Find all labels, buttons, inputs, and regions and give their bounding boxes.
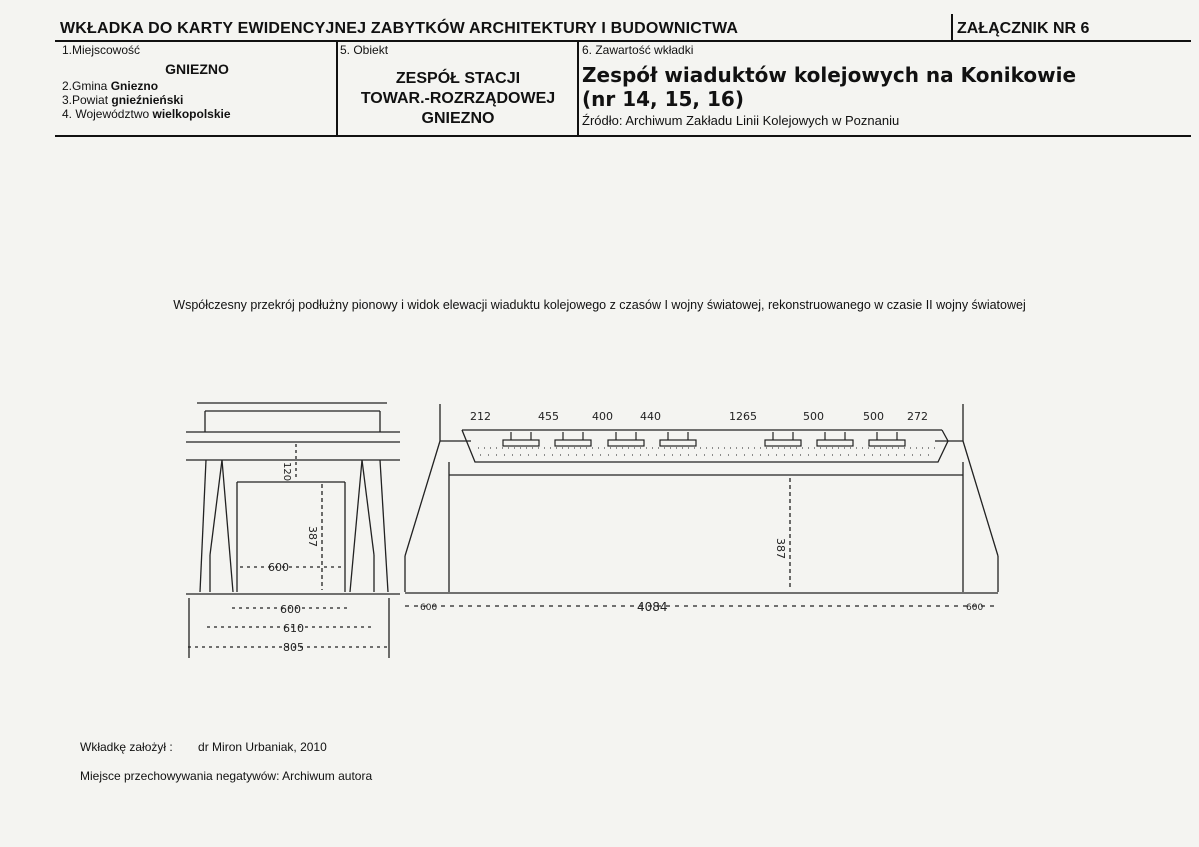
content-label: 6. Zawartość wkładki bbox=[582, 43, 694, 57]
top-dimensions bbox=[470, 410, 928, 423]
founded-by: dr Miron Urbaniak, 2010 bbox=[198, 740, 327, 754]
dim-right-offset: 600 bbox=[966, 603, 984, 613]
dim-height-right: 387 bbox=[774, 538, 787, 559]
dim-span-1: 600 bbox=[280, 603, 301, 616]
powiat-value: gnieźnieński bbox=[111, 93, 184, 107]
rail-sleepers bbox=[503, 432, 905, 446]
dim-span-3: 805 bbox=[283, 641, 304, 654]
dim-inner-span: 600 bbox=[268, 561, 289, 574]
cross-section-drawing bbox=[186, 403, 400, 658]
document-title: WKŁADKA DO KARTY EWIDENCYJNEJ ZABYTKÓW ARCHITEKTURY I BUDOWNICTWA bbox=[60, 20, 739, 37]
dim-left-offset: 600 bbox=[420, 603, 438, 613]
negatives-value: Archiwum autora bbox=[282, 769, 373, 783]
drawing-caption: Współczesny przekrój podłużny pionowy i widok elewacji wiaduktu kolejowego z czasów I wojny światowej, rekonstruowanego w czasie II wojny światowej bbox=[173, 298, 1026, 312]
location-label: 1.Miejscowość bbox=[62, 43, 141, 57]
svg-text:212: 212 bbox=[470, 410, 491, 423]
svg-text:500: 500 bbox=[803, 410, 824, 423]
voivodeship-value: wielkopolskie bbox=[152, 107, 231, 121]
negatives-label: Miejsce przechowywania negatywów: bbox=[80, 769, 280, 783]
svg-text:440: 440 bbox=[640, 410, 661, 423]
content-title: Zespół wiaduktów kolejowych na Konikowie (nr 14, 15, 16) bbox=[582, 63, 1077, 111]
object-label: 5. Obiekt bbox=[340, 43, 389, 57]
svg-text:400: 400 bbox=[592, 410, 613, 423]
svg-text:272: 272 bbox=[907, 410, 928, 423]
negatives-row bbox=[80, 769, 372, 783]
dim-height-left: 387 bbox=[306, 526, 319, 547]
founded-row bbox=[80, 740, 327, 754]
founded-label: Wkładkę założył : bbox=[80, 740, 173, 754]
dim-height-top: 120 bbox=[281, 462, 292, 482]
svg-text:455: 455 bbox=[538, 410, 559, 423]
powiat-row: 3.Powiat gnieźnieński bbox=[62, 93, 184, 107]
voivodeship-row: 4. Województwo wielkopolskie bbox=[62, 107, 231, 121]
location-value: GNIEZNO bbox=[165, 61, 229, 77]
elevation-drawing bbox=[405, 404, 998, 606]
object-value: ZESPÓŁ STACJI TOWAR.-ROZRZĄDOWEJ GNIEZNO bbox=[360, 70, 556, 127]
gmina-row: 2.Gmina Gniezno bbox=[62, 79, 159, 93]
svg-text:500: 500 bbox=[863, 410, 884, 423]
annex-number: ZAŁĄCZNIK NR 6 bbox=[957, 20, 1090, 37]
dim-span-2: 610 bbox=[283, 622, 304, 635]
gmina-value: Gniezno bbox=[110, 79, 159, 93]
svg-text:1265: 1265 bbox=[729, 410, 757, 423]
dim-total-length: 4084 bbox=[637, 600, 668, 614]
source-note: Źródło: Archiwum Zakładu Linii Kolejowych w Poznaniu bbox=[582, 113, 900, 128]
